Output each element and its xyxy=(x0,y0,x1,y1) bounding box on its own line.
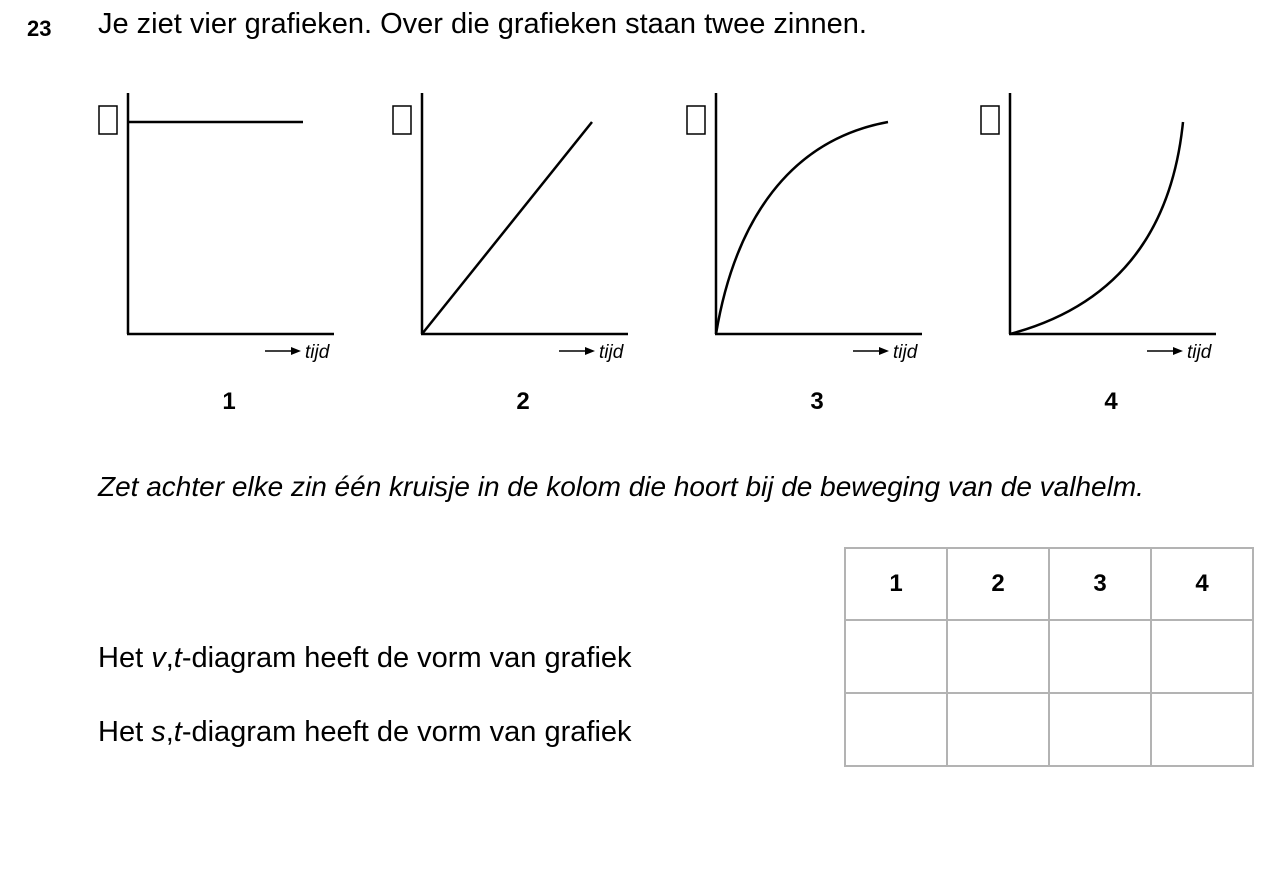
graph-2-arrow-head xyxy=(585,347,595,355)
sentence-st-post: -diagram heeft de vorm van grafiek xyxy=(181,716,632,748)
answer-cell-vt-3[interactable] xyxy=(1049,620,1151,693)
answer-cell-vt-4[interactable] xyxy=(1151,620,1253,693)
graph-3-number: 3 xyxy=(810,388,824,415)
graph-4-x-label: tijd xyxy=(1187,342,1212,363)
sentence-vt-var2: t xyxy=(173,642,182,674)
graph-1-arrow-head xyxy=(291,347,301,355)
sentence-vt xyxy=(98,642,632,675)
graph-3-y-symbol-box xyxy=(687,106,705,134)
graph-1-x-label: tijd xyxy=(305,342,330,363)
graph-4-y-symbol-box xyxy=(981,106,999,134)
graph-1-y-symbol-box xyxy=(99,106,117,134)
graph-4-arrow-head xyxy=(1173,347,1183,355)
answer-cell-st-3[interactable] xyxy=(1049,693,1151,766)
answer-col-header-4: 4 xyxy=(1151,548,1253,620)
answer-row-vt xyxy=(845,620,1253,693)
graph-3-arrow-head xyxy=(879,347,889,355)
sentence-st-pre: Het xyxy=(98,716,152,748)
answer-cell-vt-1[interactable] xyxy=(845,620,947,693)
answer-col-header-3: 3 xyxy=(1049,548,1151,620)
sentence-st-sep: , xyxy=(165,716,174,748)
graph-2-y-symbol-box xyxy=(393,106,411,134)
graph-3-x-label: tijd xyxy=(893,342,918,363)
graph-4 xyxy=(981,93,1216,363)
sentence-vt-post: -diagram heeft de vorm van grafiek xyxy=(181,642,632,674)
answer-cell-vt-2[interactable] xyxy=(947,620,1049,693)
answer-row-st xyxy=(845,693,1253,766)
graph-1 xyxy=(99,93,334,363)
answer-cell-st-1[interactable] xyxy=(845,693,947,766)
graph-3-curve xyxy=(716,122,888,334)
answer-cell-st-2[interactable] xyxy=(947,693,1049,766)
answer-col-header-2: 2 xyxy=(947,548,1049,620)
instruction-text: Zet achter elke zin één kruisje in de kolom die hoort bij de beweging van de valhelm. xyxy=(98,471,1144,502)
answer-col-header-1: 1 xyxy=(845,548,947,620)
question-text: Je ziet vier grafieken. Over die grafieken staan twee zinnen. xyxy=(98,8,867,40)
graph-2-number: 2 xyxy=(516,388,530,415)
sentence-st xyxy=(98,716,632,749)
graph-1-number: 1 xyxy=(222,388,236,415)
answer-table xyxy=(844,547,1254,767)
graph-2-curve xyxy=(422,122,592,334)
graph-2 xyxy=(393,93,628,363)
sentence-st-var2: t xyxy=(173,716,182,748)
graph-4-number: 4 xyxy=(1104,388,1118,415)
sentence-vt-sep: , xyxy=(165,642,174,674)
graph-2-x-label: tijd xyxy=(599,342,624,363)
graphs-figure xyxy=(0,0,1272,430)
sentence-vt-var1: v xyxy=(151,642,166,674)
sentence-vt-pre: Het xyxy=(98,642,152,674)
answer-cell-st-4[interactable] xyxy=(1151,693,1253,766)
sentence-st-var1: s xyxy=(151,716,166,748)
graph-4-curve xyxy=(1010,122,1183,334)
graph-3 xyxy=(687,93,922,363)
question-number: 23 xyxy=(27,16,52,41)
answer-table-header-row xyxy=(845,548,1253,620)
